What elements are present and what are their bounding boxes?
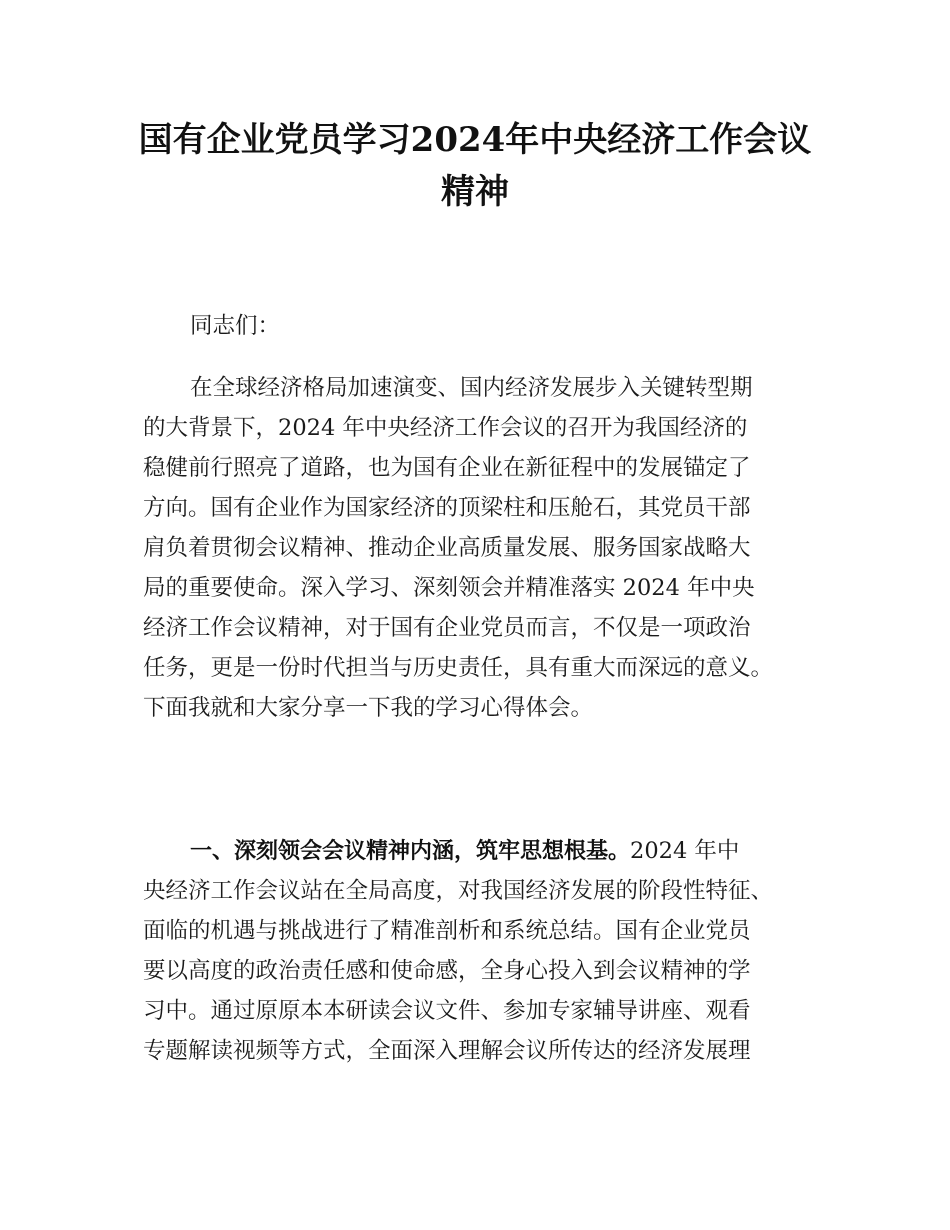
section-1-paragraph	[143, 831, 843, 1071]
paragraph-line: 面临的机遇与挑战进行了精准剖析和系统总结。国有企业党员	[143, 918, 751, 944]
paragraph-intro	[143, 368, 843, 728]
paragraph-line: 央经济工作会议站在全局高度，对我国经济发展的阶段性特征、	[143, 878, 774, 904]
section-1-first-line	[143, 831, 843, 871]
paragraph-line: 经济工作会议精神，对于国有企业党员而言，不仅是一项政治	[143, 615, 751, 641]
paragraph-line: 要以高度的政治责任感和使命感，全身心投入到会议精神的学	[143, 958, 751, 984]
section-1-heading: 一、深刻领会会议精神内涵，筑牢思想根基。	[190, 839, 631, 864]
paragraph-line: 任务，更是一份时代担当与历史责任，具有重大而深远的意义。	[143, 655, 774, 681]
document-title-line-1: 国有企业党员学习2024年中央经济工作会议	[138, 120, 812, 160]
paragraph-line: 习中。通过原原本本研读会议文件、参加专家辅导讲座、观看	[143, 998, 751, 1024]
paragraph-line: 稳健前行照亮了道路，也为国有企业在新征程中的发展锚定了	[143, 455, 751, 481]
paragraph-line: 方向。国有企业作为国家经济的顶梁柱和压舱石，其党员干部	[143, 495, 751, 521]
paragraph-line: 的大背景下，2024 年中央经济工作会议的召开为我国经济的	[143, 415, 748, 441]
paragraph-line: 在全球经济格局加速演变、国内经济发展步入关键转型期	[190, 375, 753, 401]
paragraph-line: 专题解读视频等方式，全面深入理解会议所传达的经济发展理	[143, 1038, 751, 1064]
paragraph-line: 局的重要使命。深入学习、深刻领会并精准落实 2024 年中央	[143, 575, 755, 601]
salutation	[143, 306, 843, 346]
salutation-text: 同志们：	[190, 313, 281, 339]
document-title-line-2: 精神	[441, 172, 509, 212]
paragraph-line: 下面我就和大家分享一下我的学习心得体会。	[143, 695, 594, 721]
paragraph-line: 肩负着贯彻会议精神、推动企业高质量发展、服务国家战略大	[143, 535, 751, 561]
section-1-first-line-rest: 2024 年中	[630, 838, 740, 864]
